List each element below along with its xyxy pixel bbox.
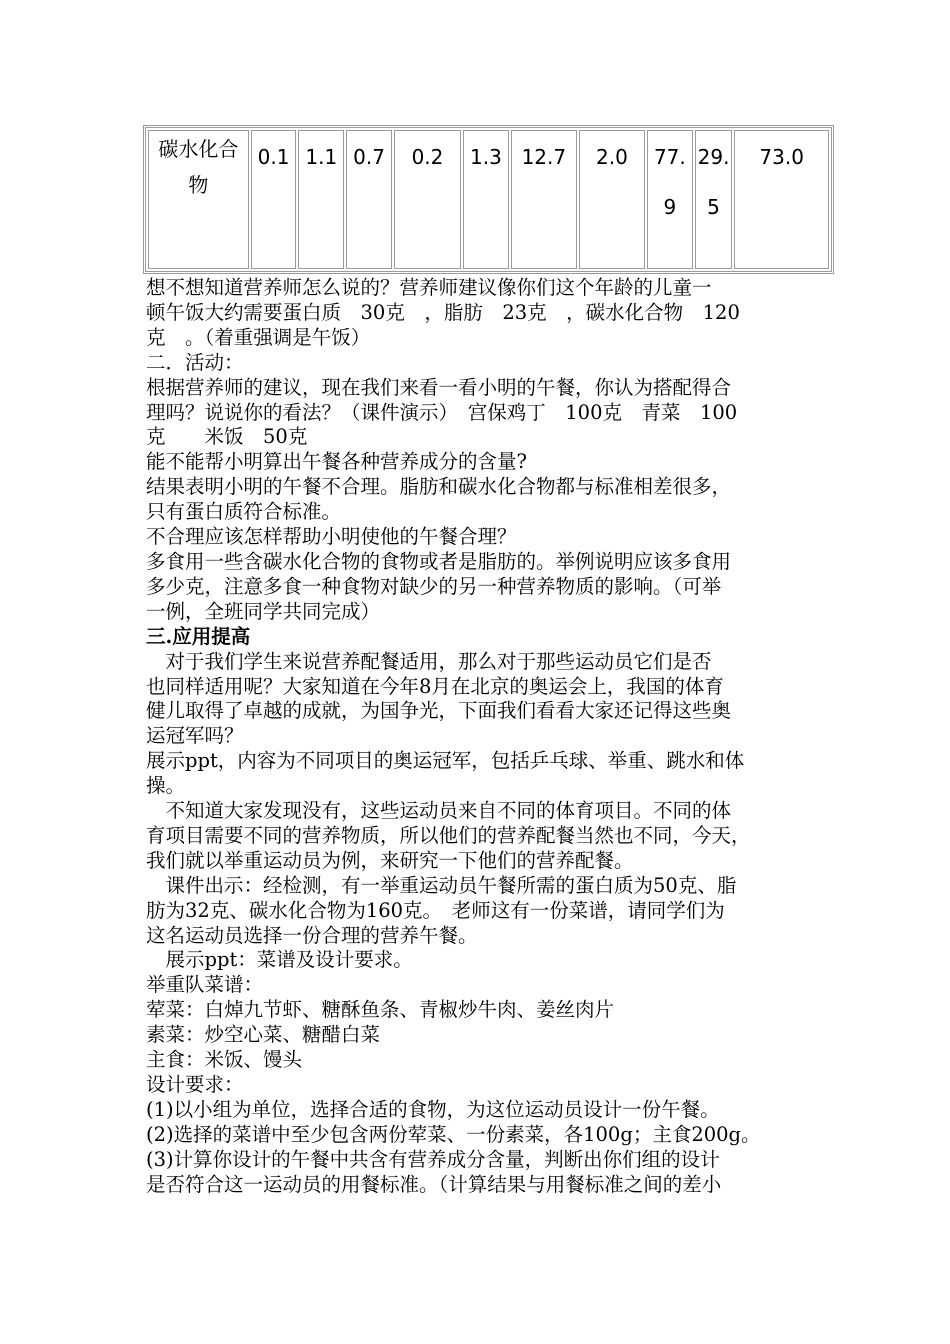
- text-line: 健儿取得了卓越的成就，为国争光，下面我们看看大家还记得这些奥: [146, 699, 732, 723]
- table-cell-wrapped: 29. 5: [695, 130, 733, 269]
- nutrition-table: [143, 125, 834, 274]
- text-line: 不知道大家发现没有，这些运动员来自不同的体育项目。不同的体: [146, 799, 732, 823]
- table-cell: 73.0: [734, 130, 829, 269]
- text-line: 举重队菜谱：: [146, 973, 264, 997]
- text-line: 展示ppt：菜谱及设计要求。: [146, 948, 413, 972]
- body-text: [146, 276, 814, 1198]
- text-line: (1)以小组为单位，选择合适的食物，为这位运动员设计一份午餐。: [146, 1097, 720, 1121]
- text-line: 这名运动员选择一份合理的营养午餐。: [146, 923, 478, 947]
- table-cell: 12.7: [511, 130, 577, 269]
- text-line: 对于我们学生来说营养配餐适用，那么对于那些运动员它们是否: [146, 649, 712, 673]
- table-cell: 2.0: [579, 130, 645, 269]
- text-line: 根据营养师的建议，现在我们来看一看小明的午餐，你认为搭配得合: [146, 375, 732, 399]
- table-cell: 0.1: [251, 130, 297, 269]
- text-line: (2)选择的菜谱中至少包含两份荤菜、一份素菜，各100g；主食200g。: [146, 1122, 761, 1146]
- text-line: 不合理应该怎样帮助小明使他的午餐合理？: [146, 525, 517, 549]
- text-line: 素菜：炒空心菜、糖醋白菜: [146, 1023, 381, 1047]
- table-row: [148, 130, 829, 269]
- text-line: 二．活动：: [146, 350, 244, 374]
- text-line: 多食用一些含碳水化合物的食物或者是脂肪的。举例说明应该多食用: [146, 549, 732, 573]
- text-line: 一例，全班同学共同完成）: [146, 599, 381, 623]
- text-line: 肪为32克、碳水化合物为160克。 老师这有一份菜谱，请同学们为: [146, 898, 725, 922]
- text-line: 克 米饭 50克: [146, 425, 308, 449]
- text-line: 只有蛋白质符合标准。: [146, 500, 342, 524]
- section-heading: 三.应用提高: [146, 624, 251, 648]
- text-line: 设计要求：: [146, 1073, 244, 1096]
- text-line: 克 。（着重强调是午饭）: [146, 325, 371, 349]
- table-cell: 0.7: [346, 130, 392, 269]
- table-cell: 1.1: [298, 130, 344, 269]
- text-line: 荤菜：白焯九节虾、糖酥鱼条、青椒炒牛肉、姜丝肉片: [146, 998, 615, 1022]
- text-line: 结果表明小明的午餐不合理。脂肪和碳水化合物都与标准相差很多，: [146, 475, 732, 499]
- text-line: 多少克，注意多食一种食物对缺少的另一种营养物质的影响。（可举: [146, 574, 722, 598]
- text-line: (3)计算你设计的午餐中共含有营养成分含量，判断出你们组的设计: [146, 1147, 720, 1171]
- text-line: 理吗？说说你的看法？（课件演示） 宫保鸡丁 100克 青菜 100: [146, 400, 738, 424]
- text-line: 展示ppt，内容为不同项目的奥运冠军，包括乒乓球、举重、跳水和体: [146, 749, 745, 773]
- text-line: 主食：米饭、馒头: [146, 1048, 303, 1072]
- text-line: 顿午饭大约需要蛋白质 30克 ，脂肪 23克 ，碳水化合物 120: [146, 300, 740, 324]
- table-cell-wrapped: 77. 9: [647, 130, 693, 269]
- row-label-carbohydrate: 碳水化合物: [148, 130, 249, 269]
- text-line: 想不想知道营养师怎么说的？营养师建议像你们这个年龄的儿童一: [146, 276, 712, 299]
- table-cell: 0.2: [394, 130, 461, 269]
- text-line: 是否符合这一运动员的用餐标准。（计算结果与用餐标准之间的差小: [146, 1172, 722, 1196]
- text-line: 运冠军吗？: [146, 724, 244, 748]
- text-line: 操。: [146, 774, 186, 798]
- text-line: 能不能帮小明算出午餐各种营养成分的含量?: [146, 450, 527, 474]
- text-line: 育项目需要不同的营养物质，所以他们的营养配餐当然也不同，今天，: [146, 823, 751, 847]
- text-line: 我们就以举重运动员为例，来研究一下他们的营养配餐。: [146, 848, 634, 872]
- text-line: 课件出示：经检测，有一举重运动员午餐所需的蛋白质为50克、脂: [146, 873, 737, 897]
- table-cell: 1.3: [463, 130, 509, 269]
- text-line: 也同样适用呢？大家知道在今年8月在北京的奥运会上，我国的体育: [146, 674, 724, 698]
